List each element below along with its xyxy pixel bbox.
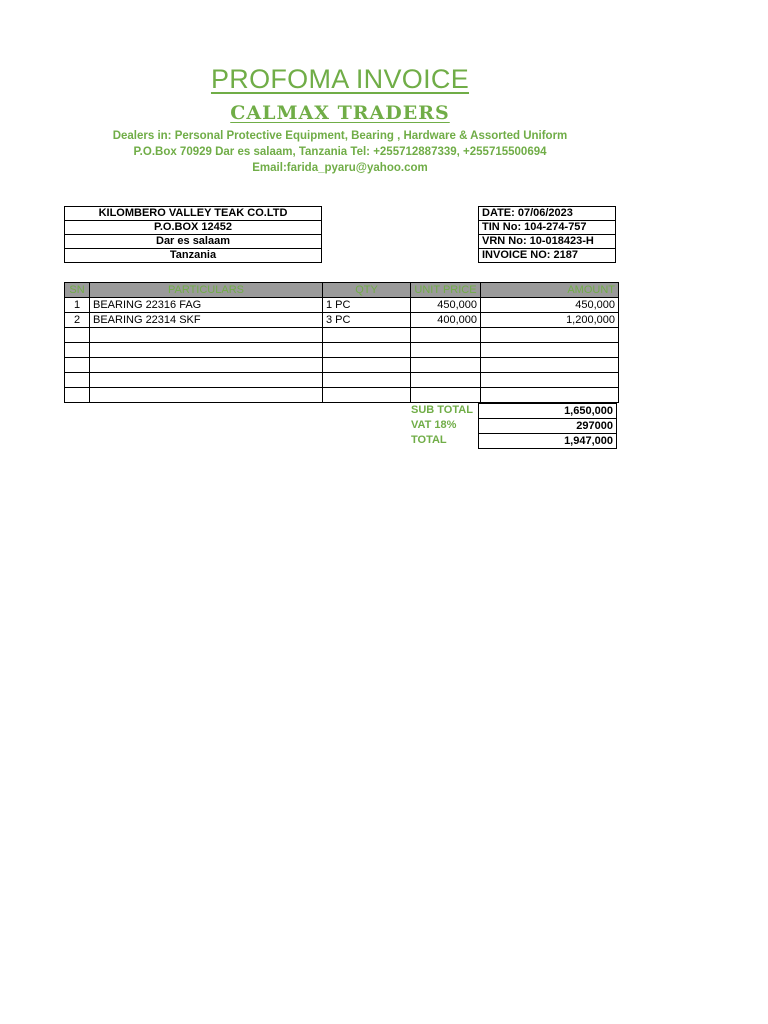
invoice-number: INVOICE NO: 2187 (479, 249, 616, 263)
address-line: P.O.Box 70929 Dar es salaam, Tanzania Tel: +255712887339, +255715500694 (133, 146, 547, 158)
row-unit-price: 450,000 (411, 298, 481, 313)
customer-address-box (64, 206, 322, 263)
header-unit-price: UNIT PRICE (411, 283, 481, 298)
email-line: Email:farida_pyaru@yahoo.com (252, 162, 428, 174)
items-table (64, 282, 619, 403)
invoice-date: DATE: 07/06/2023 (479, 207, 616, 221)
totals-table (478, 403, 617, 449)
company-name: CALMAX TRADERS (230, 102, 450, 124)
customer-name: KILOMBERO VALLEY TEAK CO.LTD (65, 207, 322, 221)
invoice-title: PROFOMA INVOICE (210, 64, 470, 94)
vat-value: 297000 (479, 419, 617, 434)
vat-label: VAT 18% (411, 419, 457, 431)
dealers-line: Dealers in: Personal Protective Equipment, Bearing , Hardware & Assorted Uniform (112, 130, 568, 142)
invoice-meta-box (478, 206, 616, 263)
empty-row (65, 358, 619, 373)
row-unit-price: 400,000 (411, 313, 481, 328)
header-particulars: PARTICULARS (90, 283, 323, 298)
table-header-row (65, 283, 619, 298)
customer-po-box: P.O.BOX 12452 (65, 221, 322, 235)
row-qty: 3 PC (323, 313, 411, 328)
row-amount: 1,200,000 (481, 313, 619, 328)
vrn-number: VRN No: 10-018423-H (479, 235, 616, 249)
table-row (65, 298, 619, 313)
subtotal-value: 1,650,000 (479, 404, 617, 419)
row-qty: 1 PC (323, 298, 411, 313)
customer-country: Tanzania (65, 249, 322, 263)
total-label: TOTAL (411, 434, 447, 446)
table-row (65, 313, 619, 328)
customer-city: Dar es salaam (65, 235, 322, 249)
tin-number: TIN No: 104-274-757 (479, 221, 616, 235)
header-amount: AMOUNT (481, 283, 619, 298)
header-qty: QTY (323, 283, 411, 298)
total-value: 1,947,000 (479, 434, 617, 449)
empty-row (65, 388, 619, 403)
header-sn: SN (65, 283, 90, 298)
row-amount: 450,000 (481, 298, 619, 313)
empty-row (65, 343, 619, 358)
row-particulars: BEARING 22316 FAG (90, 298, 323, 313)
empty-row (65, 328, 619, 343)
row-sn: 1 (65, 298, 90, 313)
row-particulars: BEARING 22314 SKF (90, 313, 323, 328)
subtotal-label: SUB TOTAL (411, 404, 473, 416)
row-sn: 2 (65, 313, 90, 328)
empty-row (65, 373, 619, 388)
